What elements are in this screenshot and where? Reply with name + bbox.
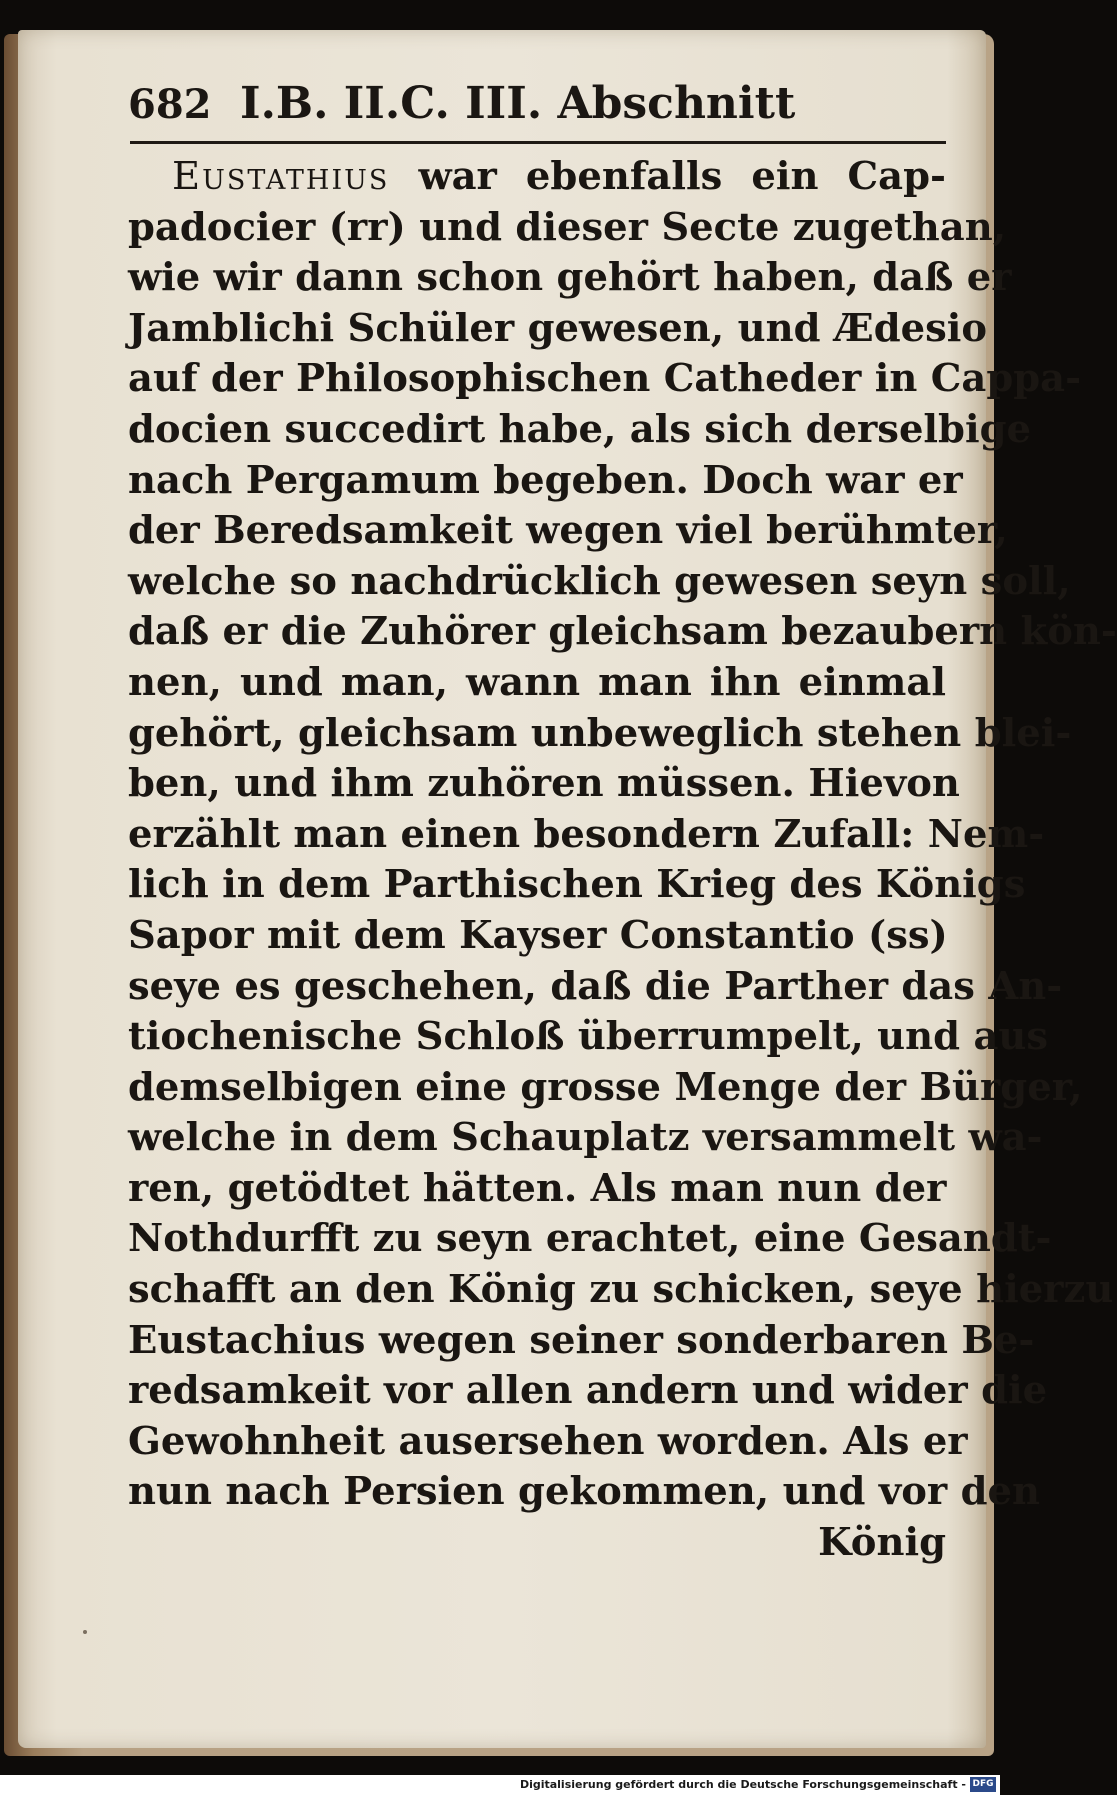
text-line-rest: war ebenfalls ein Cap- <box>389 154 946 199</box>
text-line: Nothdurfft zu seyn erachtet, eine Gesandt- <box>128 1216 1052 1262</box>
running-head: I.B. II.C. III. Abschnitt <box>240 78 796 129</box>
text-line: demselbigen eine grosse Menge der Bürger, <box>128 1064 1083 1110</box>
text-line: redsamkeit vor allen andern und wider die <box>128 1368 1048 1414</box>
first-word: Eustathius <box>172 154 390 199</box>
text-line: nun nach Persien gekommen, und vor den <box>128 1469 1041 1515</box>
text-line: lich in dem Parthischen Krieg des Königs <box>128 862 1026 908</box>
page-number: 682 <box>128 81 212 128</box>
text-line: seye es geschehen, daß die Parther das An- <box>128 963 1063 1009</box>
catchword: König <box>818 1520 946 1566</box>
body-text <box>128 152 1117 1569</box>
text-line: Sapor mit dem Kayser Constantio (ss) <box>128 912 948 958</box>
text-line: nen, und man, wann man ihn einmal <box>128 659 946 705</box>
text-line: der Beredsamkeit wegen viel berühmter, <box>128 508 1008 554</box>
text-line: erzählt man einen besondern Zufall: Nem- <box>128 811 1045 857</box>
text-line: auf der Philosophischen Catheder in Cappa- <box>128 356 1082 402</box>
header-rule <box>130 141 946 144</box>
text-line: nach Pergamum begeben. Doch war er <box>128 457 963 503</box>
text-line: schafft an den König zu schicken, seye hierzu <box>128 1267 1114 1313</box>
text-line: welche so nachdrücklich gewesen seyn soll, <box>128 558 1071 604</box>
text-line: Gewohnheit ausersehen worden. Als er <box>128 1418 968 1464</box>
text-line: daß er die Zuhörer gleichsam bezaubern kön- <box>128 609 1117 655</box>
paper-speck <box>83 1630 87 1634</box>
dfg-logo: DFG <box>970 1777 996 1792</box>
page-header <box>128 78 948 140</box>
digitization-credit: Digitalisierung gefördert durch die Deutsche Forschungsgemeinschaft - <box>519 1778 966 1791</box>
text-line: Eustachius wegen seiner sonderbaren Be- <box>128 1317 1035 1363</box>
text-line <box>128 152 946 203</box>
text-line: ben, und ihm zuhören müssen. Hievon <box>128 761 960 807</box>
text-line: ren, getödtet hätten. Als man nun der <box>128 1165 947 1211</box>
text-line: wie wir dann schon gehört haben, daß er <box>128 255 1012 301</box>
text-line: padocier (rr) und dieser Secte zugethan, <box>128 204 1007 250</box>
text-line: tiochenische Schloß überrumpelt, und aus <box>128 1014 1049 1060</box>
text-line: gehört, gleichsam unbeweglich stehen blei- <box>128 710 1072 756</box>
text-line: docien succedirt habe, als sich derselbige <box>128 406 1032 452</box>
text-line: Jamblichi Schüler gewesen, und Ædesio <box>128 305 988 351</box>
text-line: welche in dem Schauplatz versammelt wa- <box>128 1115 1043 1161</box>
